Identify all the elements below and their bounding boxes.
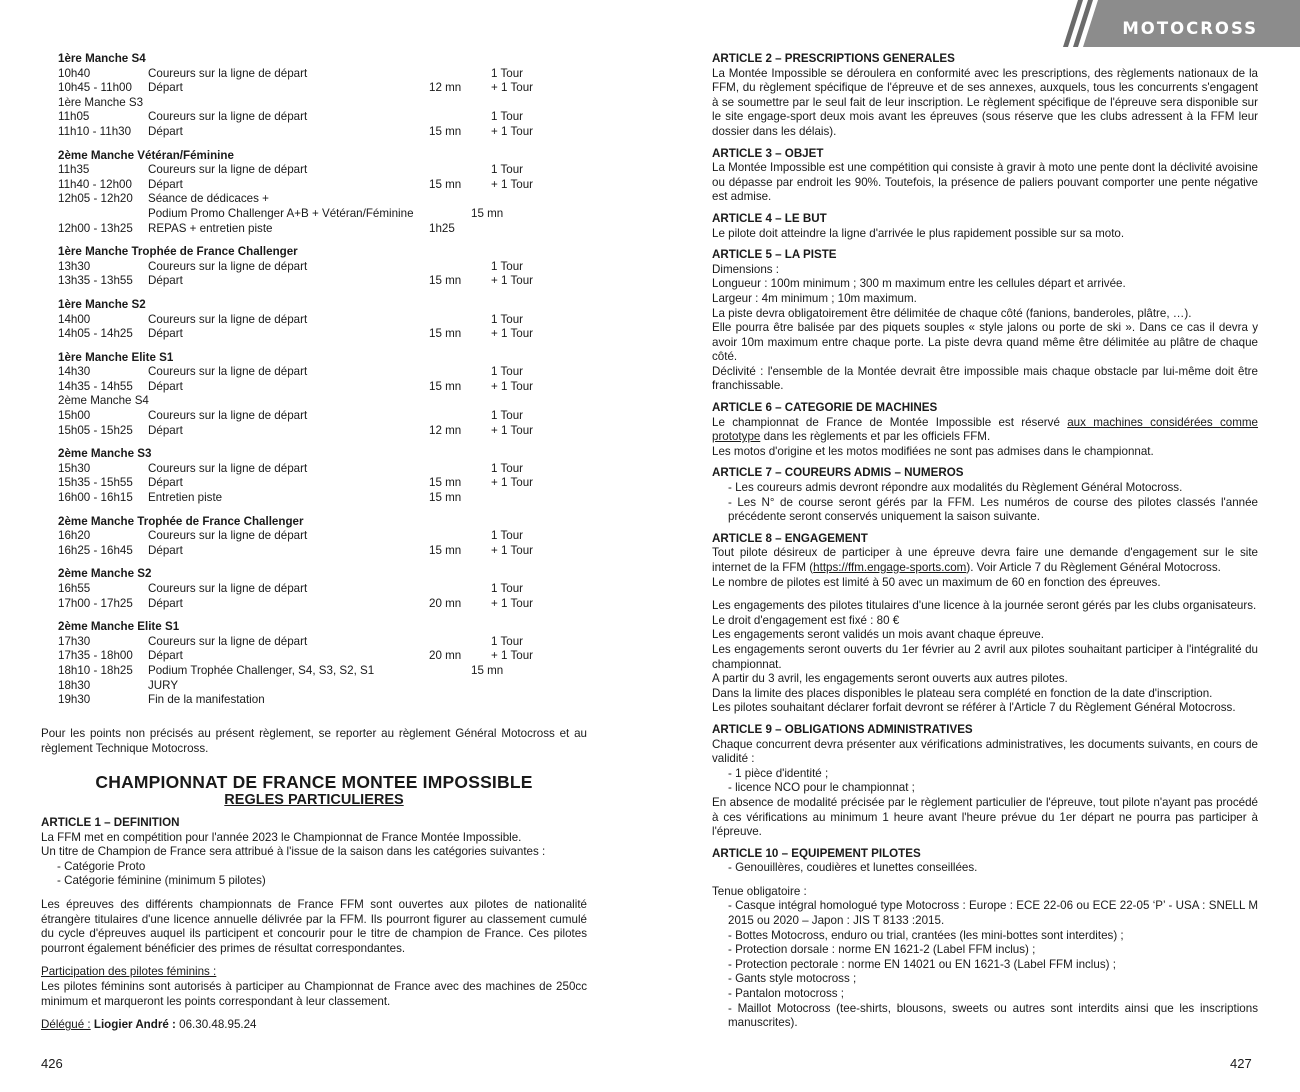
schedule-laps: + 1 Tour — [491, 274, 534, 288]
schedule-time: 18h30 — [58, 678, 91, 692]
paragraph: Le pilote doit atteindre la ligne d'arrivée le plus rapidement possible sur sa moto. — [712, 226, 1125, 240]
schedule-time: 11h35 — [58, 163, 90, 177]
paragraph: Largeur : 4m minimum ; 10m maximum. — [712, 291, 917, 305]
schedule-row — [58, 313, 618, 328]
delegate-label: Délégué : — [41, 1018, 91, 1032]
list-item: - Les N° de course seront gérés par la FFM. Les numéros de course des pilotes classés l'année précédente seront conservés uniquement la saison suivante. — [728, 495, 1258, 524]
delegate-name: Liogier André : — [93, 1018, 176, 1032]
schedule-duration: 15 mn — [429, 327, 462, 341]
schedule-row — [58, 178, 618, 193]
schedule-time: 11h40 - 12h00 — [58, 177, 132, 191]
schedule-time: 14h30 — [58, 365, 91, 379]
schedule-heading: 2ème Manche S3 — [58, 447, 152, 461]
article-heading: ARTICLE 6 – CATEGORIE DE MACHINES — [712, 401, 938, 415]
list-item: - Pantalon motocross ; — [728, 987, 844, 1001]
schedule-time: 15h35 - 15h55 — [58, 476, 133, 490]
schedule-duration: 15 mn — [429, 379, 462, 393]
schedule-time: 2ème Manche S4 — [58, 394, 149, 408]
schedule-duration: 15 mn — [429, 124, 462, 138]
schedule-section — [58, 567, 618, 611]
paragraph: Elle pourra être balisée par des piquets souples « style jalons ou porte de ski ». Dans ce cas il devra y avoir 10m maximum entre chaque porte. La piste devra quand même être délimitée au plâtre de chaque côté. — [712, 321, 1258, 364]
schedule-laps: + 1 Tour — [491, 543, 534, 557]
paragraph: Tenue obligatoire : — [712, 884, 807, 898]
article-heading: ARTICLE 10 – EQUIPEMENT PILOTES — [712, 846, 921, 860]
paragraph — [712, 546, 1258, 575]
schedule-description: Départ — [148, 596, 183, 610]
schedule-duration: 15 mn — [429, 491, 462, 505]
schedule-laps: 1 Tour — [491, 110, 524, 124]
schedule-description: Départ — [148, 124, 183, 138]
paragraph: En absence de modalité précisée par le règlement particulier de l'épreuve, tout pilote n'ayant pas procédé à ces vérifications au minimum 1 heure avant l'heure prévue du 1er départ ne pourra pas participer à l'épreuve. — [712, 795, 1258, 839]
schedule-description: Coureurs sur la ligne de départ — [148, 409, 308, 423]
schedule-description: JURY — [148, 678, 179, 692]
schedule-laps: 1 Tour — [491, 529, 524, 543]
schedule-time: 17h00 - 17h25 — [58, 596, 133, 610]
text-run: ). Voir Article 7 du Règlement Général Motocross. — [966, 561, 1221, 574]
article-2 — [712, 52, 1258, 140]
schedule-description: Séance de dédicaces + — [148, 192, 269, 206]
schedule-heading: 1ère Manche Elite S1 — [58, 350, 174, 364]
schedule-laps: + 1 Tour — [491, 124, 534, 138]
schedule-heading: 1ère Manche S4 — [58, 52, 146, 65]
schedule-time: 15h30 — [58, 461, 91, 475]
schedule-row — [58, 365, 618, 380]
schedule-row — [58, 96, 618, 111]
schedule-duration: 12 mn — [429, 423, 462, 437]
title-block — [41, 772, 587, 809]
banner-label: MOTOCROSS — [1122, 19, 1258, 38]
article-heading: ARTICLE 1 – DEFINITION — [41, 816, 180, 829]
schedule-laps: + 1 Tour — [491, 649, 534, 663]
schedule-time: 1ère Manche S3 — [58, 95, 144, 109]
schedule-heading: 2ème Manche Elite S1 — [58, 620, 180, 634]
schedule-laps: 1 Tour — [491, 163, 524, 177]
schedule-laps: 1 Tour — [491, 634, 524, 648]
article-1 — [41, 816, 587, 1033]
schedule-description: REPAS + entretien piste — [148, 221, 273, 235]
paragraph: La piste devra obligatoirement être délimitée de chaque côté (fanions, banderoles, plâtre, …). — [712, 306, 1192, 320]
article-heading: ARTICLE 7 – COUREURS ADMIS – NUMEROS — [712, 466, 964, 480]
schedule-time: 11h05 — [58, 110, 90, 124]
paragraph: Longueur : 100m minimum ; 300 m maximum entre les cellules départ et arrivée. — [712, 277, 1126, 291]
article-heading: ARTICLE 8 – ENGAGEMENT — [712, 531, 868, 545]
schedule-duration: 1h25 — [429, 221, 455, 235]
article-5 — [712, 248, 1258, 394]
schedule-time: 10h45 - 11h00 — [58, 81, 132, 95]
schedule-duration: 15 mn — [429, 476, 462, 490]
schedule-description: Départ — [148, 423, 183, 437]
schedule-description: Coureurs sur la ligne de départ — [148, 110, 308, 124]
schedule-heading: 1ère Manche S2 — [58, 297, 146, 311]
schedule-duration: 20 mn — [429, 649, 462, 663]
list-item: - Catégorie féminine (minimum 5 pilotes) — [57, 874, 266, 888]
schedule-section — [58, 351, 618, 439]
page-number-left: 426 — [41, 1056, 63, 1071]
schedule-time: 17h35 - 18h00 — [58, 649, 133, 663]
schedule-row — [58, 597, 618, 612]
schedule-row — [58, 81, 618, 96]
schedule-time: 10h40 — [58, 66, 91, 80]
paragraph: Les engagements seront validés un mois avant chaque épreuve. — [712, 628, 1044, 642]
text-run: dans les règlements et par les officiels FFM. — [760, 430, 991, 444]
article-9 — [712, 723, 1258, 840]
paragraph: La Montée Impossible se déroulera en conformité avec les prescriptions, des règlements nationaux de la FFM, du règlement spécifique de l'épreuve et de ses annexes, auxquels, tous les concurrents s'engagent à se soumettre par le seul fait de leur inscription. Le règlement spécifique de l'épreuve sera disponible sur le site engage-sport deux mois avant les épreuves (sous réserve que les clubs adressent à la FFM leur dossier dans les délais). — [712, 66, 1258, 138]
schedule-section — [58, 620, 618, 708]
schedule-row — [58, 274, 618, 289]
article-heading: ARTICLE 5 – LA PISTE — [712, 248, 837, 262]
schedule-laps: 1 Tour — [491, 259, 524, 273]
article-heading: ARTICLE 9 – OBLIGATIONS ADMINISTRATIVES — [712, 722, 973, 736]
article-heading: ARTICLE 4 – LE BUT — [712, 211, 827, 225]
paragraph: Déclivité : l'ensemble de la Montée devrait être impossible mais chaque obstacle par lui-même doit être franchissable. — [712, 364, 1258, 393]
schedule-description: Départ — [148, 274, 183, 288]
list-item: - Protection dorsale : norme EN 1621-2 (Label FFM inclus) ; — [728, 943, 1036, 957]
right-page — [650, 0, 1300, 1092]
paragraph: Les pilotes souhaitant déclarer forfait devront se référer à l'Article 7 du Règlement Général Motocross. — [712, 701, 1236, 715]
schedule-row — [58, 476, 618, 491]
schedule-row — [58, 664, 618, 679]
schedule-row — [58, 409, 618, 424]
paragraph: Chaque concurrent devra présenter aux vérifications administratives, les documents suivants, en cours de validité : — [712, 737, 1258, 766]
schedule-laps: 1 Tour — [491, 312, 524, 326]
schedule-row — [58, 462, 618, 477]
schedule-row — [58, 649, 618, 664]
schedule-duration: 15 mn — [429, 274, 462, 288]
schedule-row — [58, 327, 618, 342]
schedule-row — [58, 424, 618, 439]
schedule-heading: 2ème Manche Trophée de France Challenger — [58, 514, 304, 528]
paragraph: Les motos d'origine et les motos modifiées ne sont pas admises dans le championnat. — [712, 444, 1154, 458]
paragraph: Les épreuves des différents championnats de France FFM sont ouvertes aux pilotes de nationalité étrangère titulaires d'une licence annuelle délivrée par la FFM. Ils pourront figurer au classement cumulé du cycle d'épreuves auquel ils participent et concourir pour le titre de champion de France. Ces pilotes pourront également bénéficier des primes de résultat correspondantes. — [41, 897, 587, 955]
list-item: - Catégorie Proto — [57, 859, 146, 873]
schedule-duration: 12 mn — [429, 81, 462, 95]
schedule-section — [58, 149, 618, 237]
schedule-laps: 1 Tour — [491, 66, 524, 80]
rules-subtitle: REGLES PARTICULIERES — [224, 792, 404, 808]
list-item: - Gants style motocross ; — [728, 972, 857, 986]
schedule-description: Podium Promo Challenger A+B + Vétéran/Féminine — [148, 206, 414, 220]
article-heading: ARTICLE 2 – PRESCRIPTIONS GENERALES — [712, 52, 955, 65]
championship-title: CHAMPIONNAT DE FRANCE MONTEE IMPOSSIBLE — [95, 772, 533, 792]
schedule-row — [58, 544, 618, 559]
schedule-description: Fin de la manifestation — [148, 693, 265, 707]
schedule-row — [58, 394, 618, 409]
schedule-time: 16h55 — [58, 582, 91, 595]
paragraph — [712, 416, 1258, 445]
schedule-duration: 20 mn — [429, 596, 462, 610]
schedule-description: Coureurs sur la ligne de départ — [148, 634, 308, 648]
paragraph: Dimensions : — [712, 262, 780, 276]
schedule-description: Départ — [148, 543, 183, 557]
schedule-row — [58, 125, 618, 140]
schedule-time: 11h10 - 11h30 — [58, 124, 132, 138]
schedule-laps: 1 Tour — [491, 582, 524, 595]
schedule-description: Coureurs sur la ligne de départ — [148, 66, 308, 80]
list-item: - Casque intégral homologué type Motocross : Europe : ECE 22-06 ou ECE 22-05 ‘P’ - USA : SNELL M 2015 ou 2020 – Japon : JIS T 8133 :2015. — [728, 899, 1258, 928]
schedule-laps: 1 Tour — [491, 409, 524, 423]
schedule-row — [58, 693, 618, 708]
delegate-line — [41, 1018, 587, 1033]
schedule-row — [58, 222, 618, 237]
schedule-section — [58, 515, 618, 559]
schedule-duration: 15 mn — [429, 543, 462, 557]
list-item: - 1 pièce d'identité ; — [728, 766, 829, 780]
text-run: Tout pilote désireux de participer à une épreuve devra faire une demande d'engagement sur le site internet de la FFM ( — [712, 546, 1258, 574]
schedule-laps: + 1 Tour — [491, 81, 534, 95]
paragraph: Le droit d'engagement est fixé : 80 € — [712, 613, 900, 627]
schedule-row — [58, 380, 618, 395]
schedule-row — [58, 67, 618, 82]
schedule-description: Départ — [148, 649, 183, 663]
paragraph: Les pilotes féminins sont autorisés à participer au Championnat de France avec des machines de 250cc minimum et marqueront les points correspondant à leur classement. — [41, 979, 587, 1008]
schedule-laps: + 1 Tour — [491, 327, 534, 341]
schedule-row — [58, 491, 618, 506]
right-articles — [712, 52, 1258, 1038]
schedule-section — [58, 245, 618, 289]
schedule-heading: 2ème Manche S2 — [58, 567, 152, 581]
schedule-row — [58, 582, 618, 597]
list-item: - Maillot Motocross (tee-shirts, blousons, sweets ou autres sont interdits ainsi que les inscriptions manuscrites). — [728, 1001, 1258, 1030]
article-10 — [712, 847, 1258, 1031]
schedule-row — [58, 529, 618, 544]
article-8 — [712, 532, 1258, 716]
general-note: Pour les points non précisés au présent règlement, se reporter au règlement Général Motocross et au règlement Technique Motocross. — [41, 727, 587, 755]
paragraph: La FFM met en compétition pour l'année 2023 le Championnat de France Montée Impossible. — [41, 830, 522, 844]
paragraph: A partir du 3 avril, les engagements seront ouverts aux autres pilotes. — [712, 672, 1068, 686]
race-schedule — [58, 52, 618, 717]
delegate-phone: 06.30.48.95.24 — [179, 1018, 257, 1032]
schedule-laps: 1 Tour — [491, 365, 524, 379]
schedule-row — [58, 260, 618, 275]
schedule-time: 12h00 - 13h25 — [58, 221, 133, 235]
article-heading: ARTICLE 3 – OBJET — [712, 146, 824, 160]
schedule-time: 13h30 — [58, 259, 91, 273]
schedule-row — [58, 635, 618, 650]
schedule-laps: + 1 Tour — [491, 423, 534, 437]
schedule-description: Entretien piste — [148, 491, 223, 505]
list-item: - Protection pectorale : norme EN 14021 ou EN 1621-3 (Label FFM inclus) ; — [728, 957, 1116, 971]
schedule-time: 14h05 - 14h25 — [58, 327, 133, 341]
paragraph: Le nombre de pilotes est limité à 50 avec un maximum de 60 en fonction des épreuves. — [712, 575, 1161, 589]
schedule-row — [58, 110, 618, 125]
schedule-description: Coureurs sur la ligne de départ — [148, 163, 308, 177]
schedule-section — [58, 298, 618, 342]
text-run: Le championnat de France de Montée Impossible est réservé — [712, 415, 1068, 429]
article-3 — [712, 147, 1258, 205]
schedule-time: 16h20 — [58, 529, 91, 543]
page-number-right: 427 — [1230, 1056, 1252, 1071]
list-item: - Les coureurs admis devront répondre aux modalités du Règlement Général Motocross. — [728, 481, 1183, 495]
schedule-time: 16h25 - 16h45 — [58, 543, 133, 557]
article-6 — [712, 401, 1258, 459]
schedule-description: Coureurs sur la ligne de départ — [148, 461, 308, 475]
schedule-description: Coureurs sur la ligne de départ — [148, 365, 308, 379]
schedule-row — [58, 163, 618, 178]
schedule-laps: + 1 Tour — [491, 177, 534, 191]
list-item: - Genouillères, coudières et lunettes conseillées. — [728, 861, 978, 875]
schedule-description: Podium Trophée Challenger, S4, S3, S2, S1 — [148, 663, 375, 677]
schedule-row — [58, 207, 618, 222]
prototype-emphasis: aux machines considérées comme prototype — [712, 415, 1259, 444]
schedule-heading: 2ème Manche Vétéran/Féminine — [58, 148, 234, 162]
schedule-section — [58, 447, 618, 505]
schedule-description: Départ — [148, 177, 183, 191]
schedule-time: 12h05 - 12h20 — [58, 192, 133, 206]
paragraph: Les engagements seront ouverts du 1er février au 2 avril aux pilotes souhaitant participer à l'intégralité du championnat. — [712, 642, 1258, 671]
paragraph: Un titre de Champion de France sera attribué à l'issue de la saison dans les catégories suivantes : — [41, 845, 546, 859]
list-item: - Bottes Motocross, enduro ou trial, crantées (les mini-bottes sont interdites) ; — [728, 928, 1124, 942]
schedule-description: Coureurs sur la ligne de départ — [148, 529, 308, 543]
schedule-time: 17h30 — [58, 634, 91, 648]
schedule-description: Coureurs sur la ligne de départ — [148, 259, 308, 273]
list-item: - licence NCO pour le championnat ; — [728, 781, 915, 795]
schedule-duration: 15 mn — [471, 663, 504, 677]
schedule-laps: + 1 Tour — [491, 476, 534, 490]
engage-sports-link[interactable]: https://ffm.engage-sports.com — [813, 561, 967, 574]
paragraph: Les engagements des pilotes titulaires d'une licence à la journée seront gérés par les clubs organisateurs. — [712, 599, 1257, 613]
schedule-laps: + 1 Tour — [491, 379, 534, 393]
schedule-time: 19h30 — [58, 693, 91, 707]
paragraph: La Montée Impossible est une compétition qui consiste à gravir à moto une pente dont la déclivité avoisine ou dépasse par endroit les 90%. Toutefois, la présence de paliers pouvant comporter une pente négative est admise. — [712, 161, 1258, 204]
schedule-description: Coureurs sur la ligne de départ — [148, 582, 308, 595]
female-participation-title: Participation des pilotes féminins : — [41, 965, 217, 979]
schedule-description: Départ — [148, 81, 183, 95]
schedule-time: 15h05 - 15h25 — [58, 423, 133, 437]
schedule-laps: 1 Tour — [491, 461, 524, 475]
schedule-time: 13h35 - 13h55 — [58, 274, 133, 288]
schedule-row — [58, 192, 618, 207]
section-banner — [1056, 0, 1300, 47]
schedule-duration: 15 mn — [471, 206, 504, 220]
article-7 — [712, 466, 1258, 524]
schedule-time: 15h00 — [58, 409, 91, 423]
schedule-description: Départ — [148, 379, 183, 393]
schedule-time: 14h00 — [58, 312, 91, 326]
schedule-row — [58, 679, 618, 694]
paragraph: Dans la limite des places disponibles le plateau sera complété en fonction de la date d'inscription. — [712, 686, 1213, 700]
schedule-description: Coureurs sur la ligne de départ — [148, 312, 308, 326]
schedule-laps: + 1 Tour — [491, 596, 534, 610]
schedule-duration: 15 mn — [429, 177, 462, 191]
schedule-time: 14h35 - 14h55 — [58, 379, 133, 393]
schedule-description: Départ — [148, 327, 183, 341]
schedule-time: 16h00 - 16h15 — [58, 491, 133, 505]
schedule-description: Départ — [148, 476, 183, 490]
schedule-section — [58, 52, 618, 140]
schedule-time: 18h10 - 18h25 — [58, 663, 133, 677]
schedule-heading: 1ère Manche Trophée de France Challenger — [58, 245, 298, 259]
article-4 — [712, 212, 1258, 241]
